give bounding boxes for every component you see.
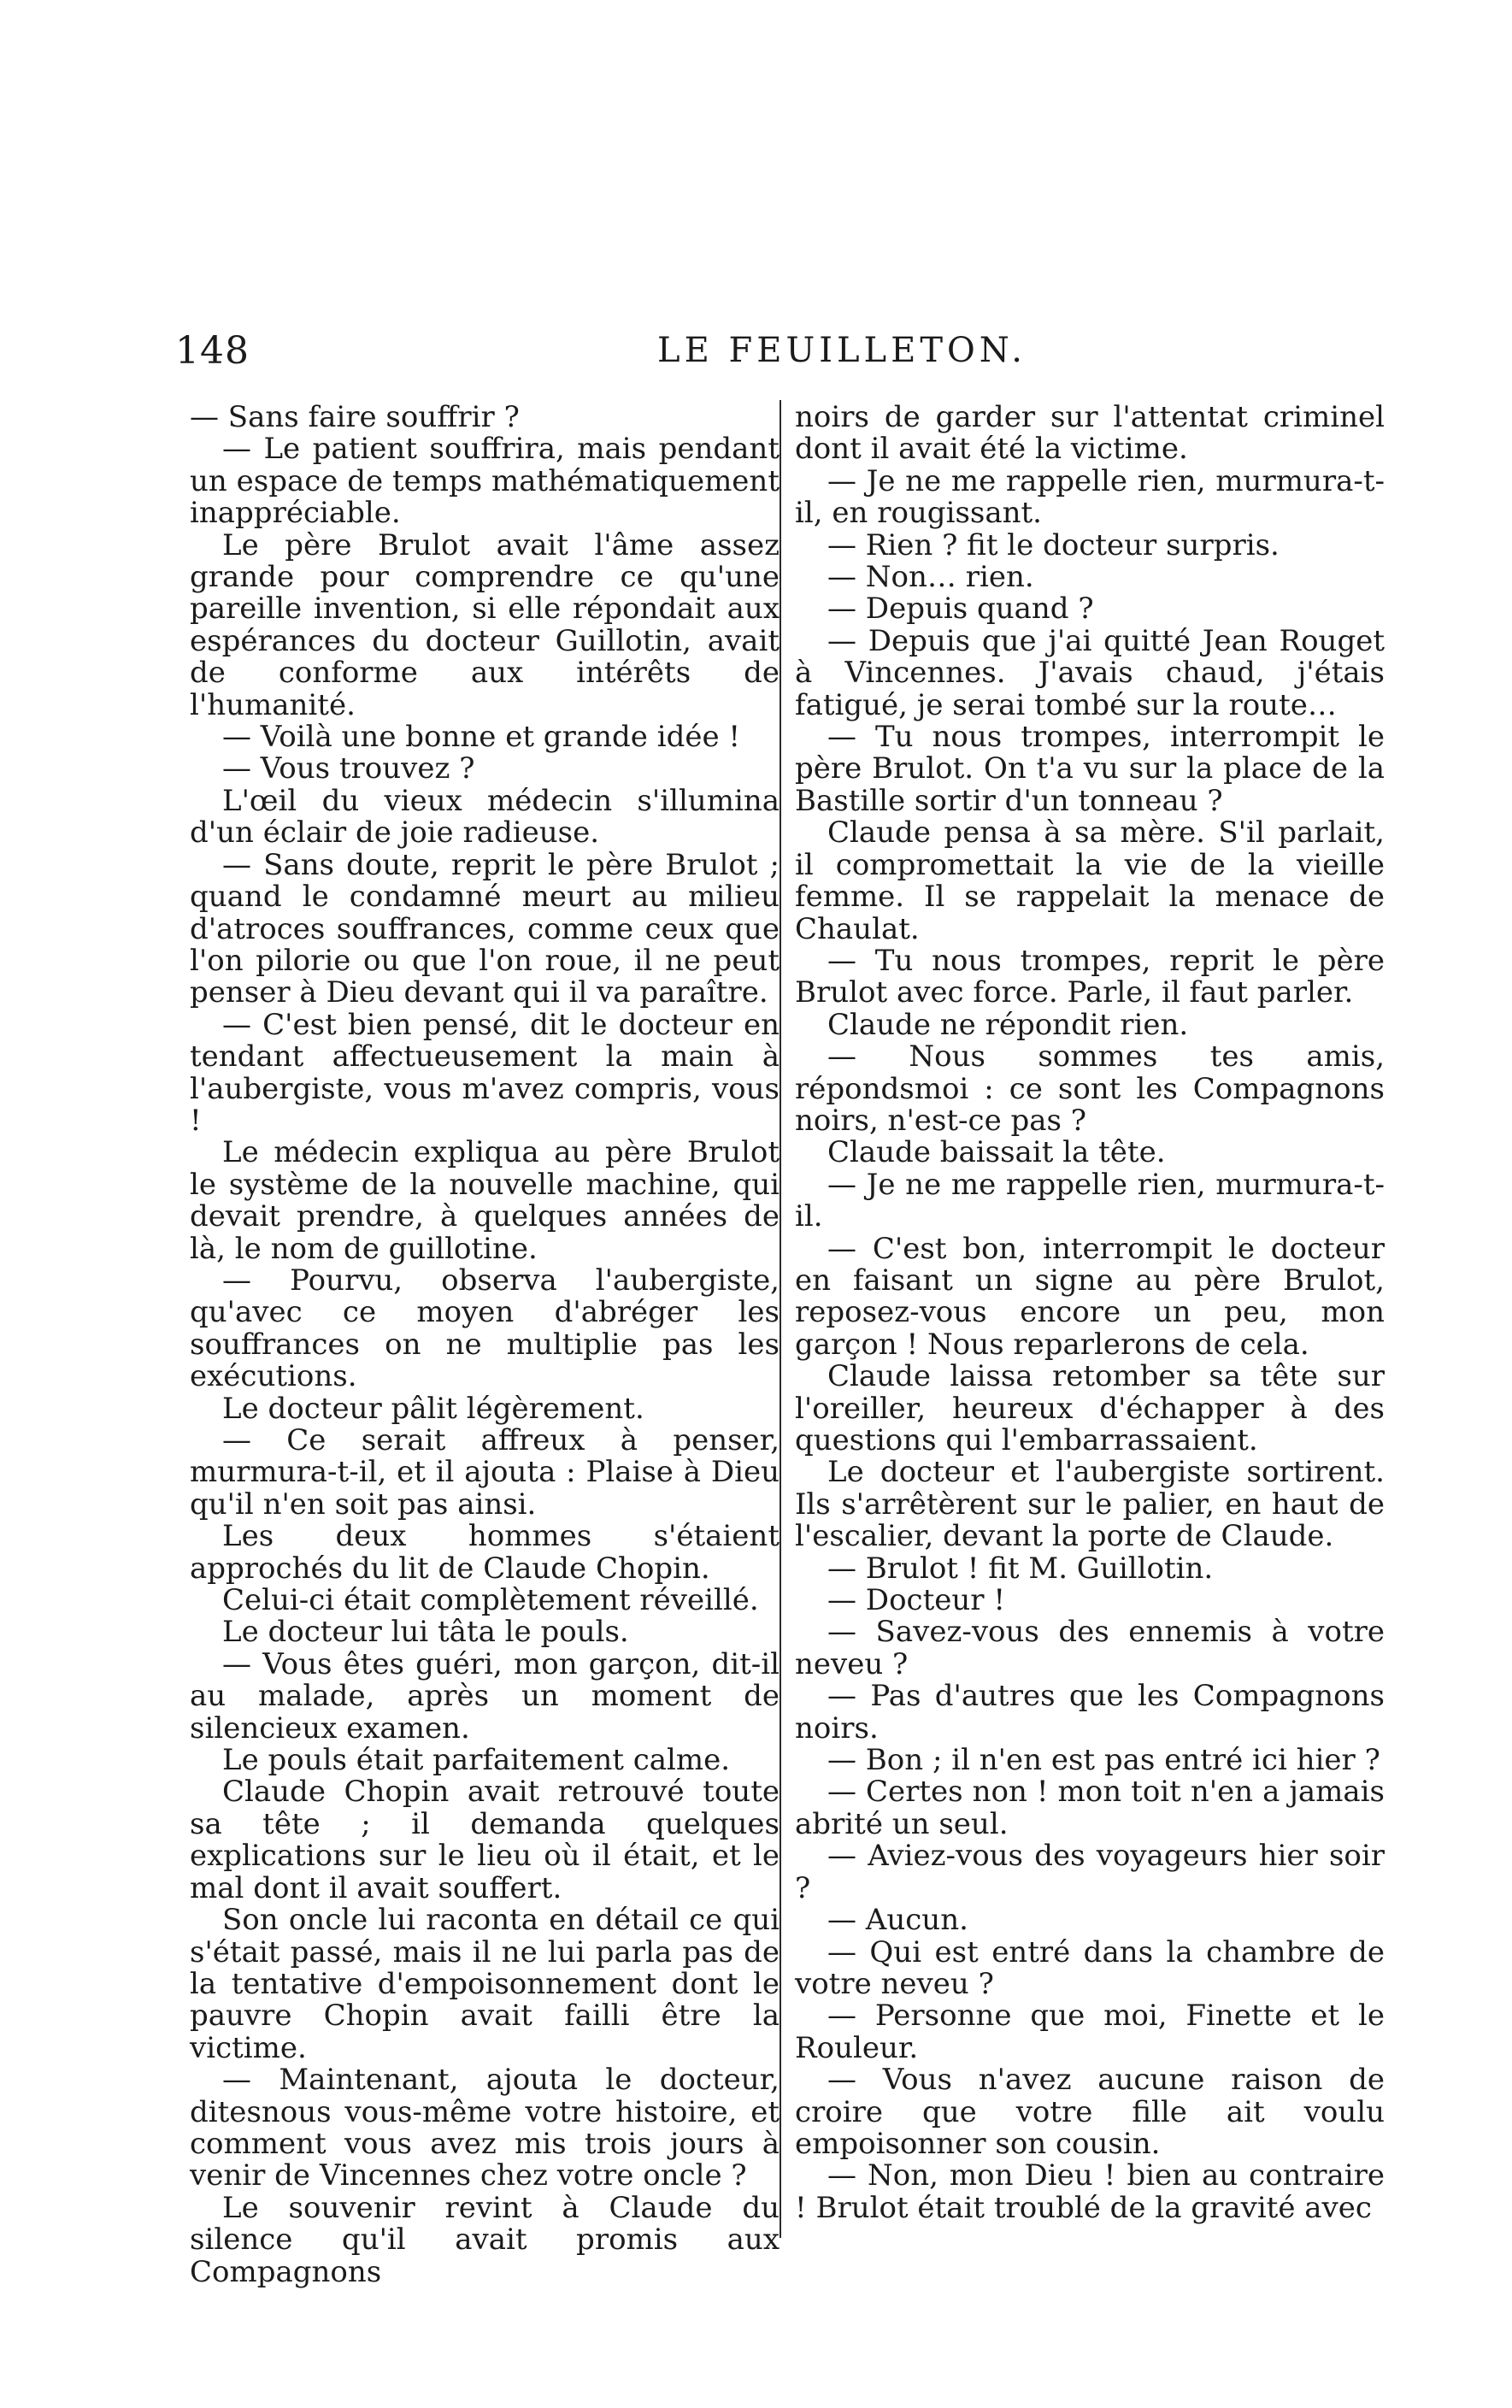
column-divider <box>780 400 781 2238</box>
paragraph: Le docteur lui tâta le pouls. <box>222 1615 629 1650</box>
paragraph: Claude pensa à sa mère. S'il parlait, il compromettait la vie de la vieille femme. Il se rappelait la menace de Chaulat. <box>795 815 1385 946</box>
paragraph: — Tu nous trompes, interrompit le père Brulot. On t'a vu sur la place de la Bastille sortir d'un tonneau ? <box>795 720 1385 818</box>
paragraph: — Rien ? fit le docteur surpris. <box>827 527 1280 562</box>
paragraph: — Pas d'autres que les Compagnons noirs. <box>795 1679 1385 1746</box>
paragraph: — Pourvu, observa l'aubergiste, qu'avec ce moyen d'abréger les souffrances on ne multiplie pas les exécutions. <box>190 1263 780 1394</box>
paragraph: Le docteur et l'aubergiste sortirent. Ils s'arrêtèrent sur le palier, en haut de l'escalier, devant la porte de Claude. <box>795 1455 1385 1554</box>
paragraph: — Bon ; il n'en est pas entré ici hier ? <box>827 1743 1380 1778</box>
paragraph: Le médecin expliqua au père Brulot le système de la nouvelle machine, qui devait prendre, à quelques années de là, le nom de guillotine. <box>190 1135 780 1266</box>
paragraph: — Vous trouvez ? <box>222 751 475 786</box>
paragraph: — Voilà une bonne et grande idée ! <box>222 720 741 755</box>
paragraph: — Maintenant, ajouta le docteur, ditesnous vous-même votre histoire, et comment vous avez mis trois jours à venir de Vincennes chez votre oncle ? <box>190 2063 780 2193</box>
paragraph: Celui-ci était complètement réveillé. <box>222 1583 759 1618</box>
paragraph: — Nous sommes tes amis, répondsmoi : ce sont les Compagnons noirs, n'est-ce pas ? <box>795 1039 1385 1138</box>
paragraph: — Sans doute, reprit le père Brulot ; quand le condamné meurt au milieu d'atroces souffrances, comme ceux que l'on pilorie ou que l'on roue, il ne peut penser à Dieu devant qui il va paraître. <box>190 847 780 1010</box>
page-number: 148 <box>175 329 250 373</box>
running-title: LE FEUILLETON. <box>657 331 1027 370</box>
paragraph: Son oncle lui raconta en détail ce qui s'était passé, mais il ne lui parla pas de la tentative d'empoisonnement dont le pauvre Chopin avait failli être la victime. <box>190 1903 780 2065</box>
paragraph: Claude ne répondit rien. <box>827 1007 1189 1042</box>
paragraph: — Aviez-vous des voyageurs hier soir ? <box>795 1839 1385 1905</box>
right-column <box>795 402 1385 2248</box>
paragraph: — Docteur ! <box>827 1583 1005 1618</box>
paragraph: — Aucun. <box>827 1903 968 1938</box>
paragraph: — Ce serait affreux à penser, murmura-t-il, et il ajouta : Plaise à Dieu qu'il n'en soit pas ainsi. <box>190 1423 780 1522</box>
paragraph: Les deux hommes s'étaient approchés du lit de Claude Chopin. <box>190 1519 780 1586</box>
paragraph: — Qui est entré dans la chambre de votre neveu ? <box>795 1934 1385 2001</box>
paragraph: — Depuis quand ? <box>827 592 1094 627</box>
paragraph: — Sans faire souffrir ? <box>190 400 520 434</box>
paragraph: Le pouls était parfaitement calme. <box>222 1743 731 1778</box>
paragraph: L'œil du vieux médecin s'illumina d'un éclair de joie radieuse. <box>190 783 780 851</box>
paragraph: — Personne que moi, Finette et le Rouleur. <box>795 1999 1385 2065</box>
paragraph: — Depuis que j'ai quitté Jean Rouget à Vincennes. J'avais chaud, j'étais fatigué, je serai tombé sur la route… <box>795 623 1385 722</box>
paragraph: — Vous n'avez aucune raison de croire que votre fille ait voulu empoisonner son cousin. <box>795 2063 1385 2161</box>
paragraph: — C'est bon, interrompit le docteur en faisant un signe au père Brulot, reposez-vous encore un peu, mon garçon ! Nous reparlerons de cela. <box>795 1231 1385 1362</box>
paragraph: — Tu nous trompes, reprit le père Brulot avec force. Parle, il faut parler. <box>795 943 1385 1010</box>
paragraph: — Savez-vous des ennemis à votre neveu ? <box>795 1615 1385 1681</box>
paragraph: — Vous êtes guéri, mon garçon, dit-il au malade, après un moment de silencieux examen. <box>190 1646 780 1746</box>
paragraph: — Je ne me rappelle rien, murmura-t-il, en rougissant. <box>795 463 1385 531</box>
paragraph: noirs de garder sur l'attentat criminel dont il avait été la victime. <box>795 400 1385 467</box>
paragraph: — Certes non ! mon toit n'en a jamais abrité un seul. <box>795 1775 1385 1841</box>
paragraph: Claude baissait la tête. <box>827 1135 1166 1170</box>
paragraph: — Je ne me rappelle rien, murmura-t-il. <box>795 1167 1385 1234</box>
paragraph: Le docteur pâlit légèrement. <box>222 1391 644 1426</box>
paragraph: — C'est bien pensé, dit le docteur en tendant affectueusement la main à l'aubergiste, vous m'avez compris, vous ! <box>190 1007 780 1138</box>
paragraph: — Brulot ! fit M. Guillotin. <box>827 1551 1214 1586</box>
paragraph: Le père Brulot avait l'âme assez grande pour comprendre ce qu'une pareille invention, si elle répondait aux espérances du docteur Guillotin, avait de conforme aux intérêts de l'humanité. <box>190 527 780 722</box>
page-header <box>175 329 1389 380</box>
paragraph: — Le patient souffrira, mais pendant un espace de temps mathématiquement inappréciable. <box>190 432 780 531</box>
paragraph: Le souvenir revint à Claude du silence qu'il avait promis aux Compagnons <box>190 2190 780 2289</box>
left-column <box>190 400 780 2289</box>
paragraph: — Non… rien. <box>827 560 1034 595</box>
paragraph: Claude laissa retomber sa tête sur l'oreiller, heureux d'échapper à des questions qui l'embarrassaient. <box>795 1359 1385 1457</box>
paragraph: Claude Chopin avait retrouvé toute sa tête ; il demanda quelques explications sur le lieu où il était, et le mal dont il avait souffert. <box>190 1775 780 1905</box>
paragraph: — Non, mon Dieu ! bien au contraire ! Brulot était troublé de la gravité avec <box>795 2158 1385 2225</box>
